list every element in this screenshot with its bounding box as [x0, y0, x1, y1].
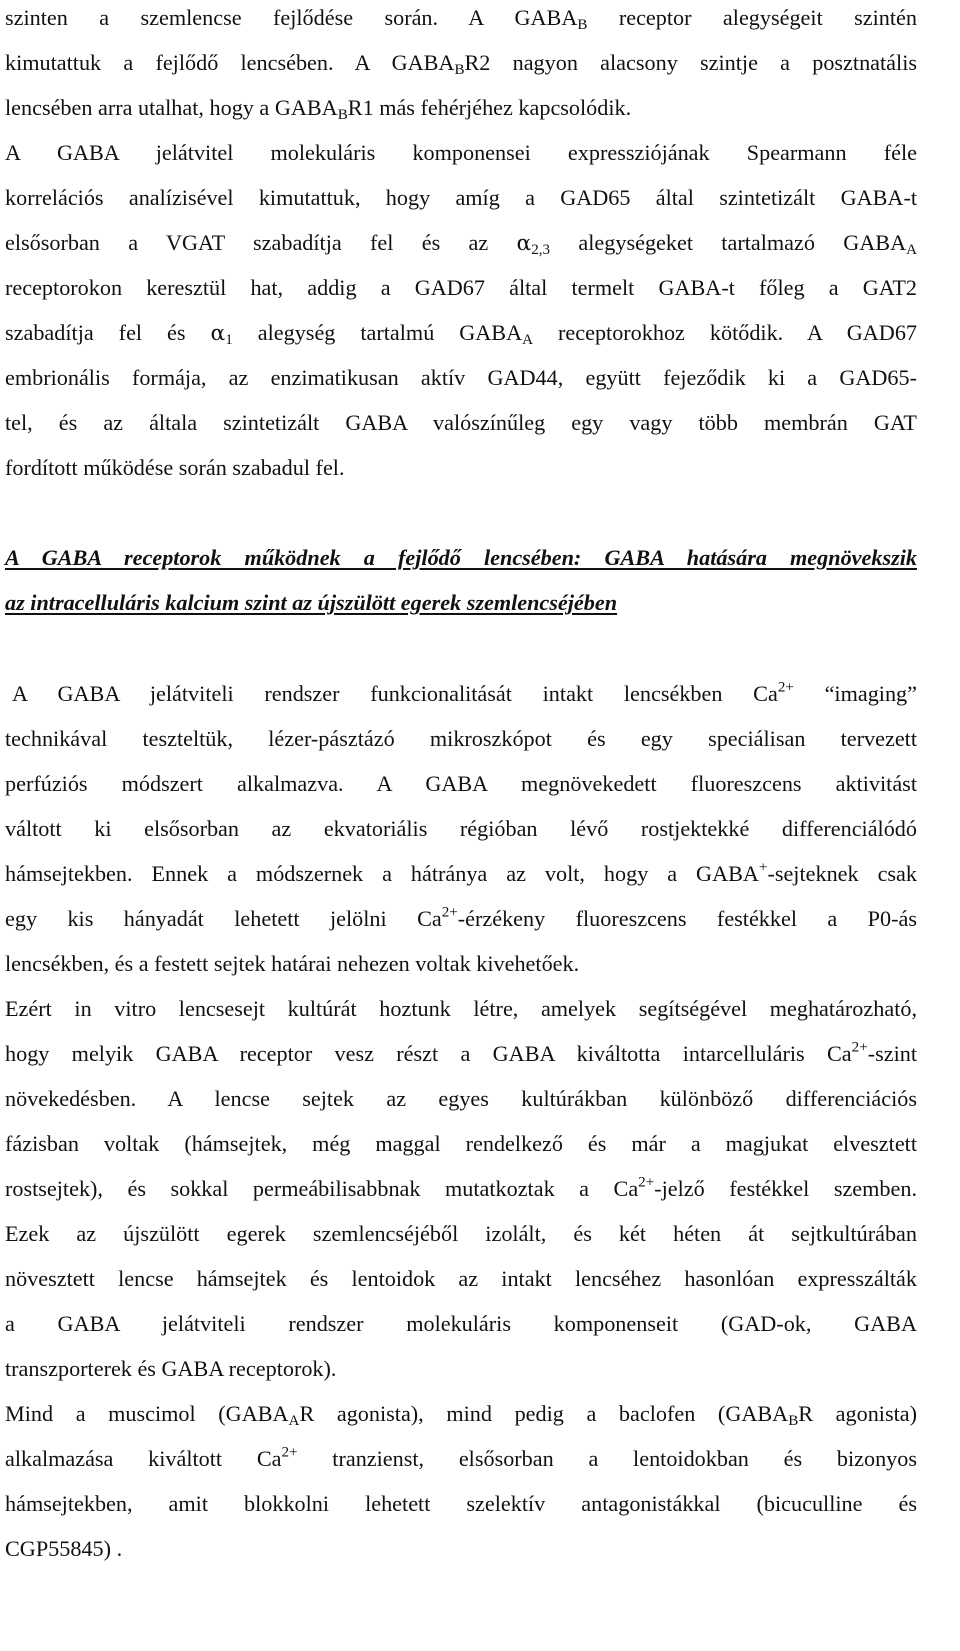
text-line — [5, 903, 917, 935]
text-line — [5, 1173, 917, 1205]
text-segment: embrionális formája, az enzimatikusan aktív GAD44, együtt fejeződik ki a GAD65- — [5, 365, 917, 390]
text-segment: kimutattuk a fejlődő lencsében. A GABA — [5, 50, 455, 75]
subscript: A — [906, 242, 917, 259]
text-segment: -jelző festékkel szemben. — [654, 1176, 917, 1201]
superscript: 2+ — [851, 1039, 868, 1056]
text-line — [5, 993, 917, 1025]
text-segment: lencsében arra utalhat, hogy a GABA — [5, 95, 338, 120]
superscript: 2+ — [441, 904, 458, 921]
text-segment: növesztett lencse hámsejtek és lentoidok az intakt lencséhez hasonlóan expresszálták — [5, 1266, 917, 1291]
text-line — [5, 1533, 917, 1565]
text-line — [5, 92, 917, 124]
greek-symbol: α — [516, 231, 532, 256]
text-segment: A GABA jelátviteli rendszer funkcionalitását intakt lencsékben Ca — [12, 681, 778, 706]
text-line — [5, 362, 917, 394]
text-segment: tel, és az általa szintetizált GABA valószínűleg egy vagy több membrán GAT — [5, 410, 917, 435]
text-segment: Mind a muscimol (GABA — [5, 1401, 289, 1426]
text-segment: transzporterek és GABA receptorok). — [5, 1356, 337, 1381]
text-segment: alkalmazása kiváltott Ca — [5, 1446, 282, 1471]
text-segment: szinten a szemlencse fejlődése során. A GABA — [5, 5, 578, 30]
text-segment: alegység tartalmú GABA — [232, 320, 523, 345]
text-line — [5, 1488, 917, 1520]
text-line — [5, 1398, 917, 1430]
text-segment: R agonista) — [798, 1401, 917, 1426]
text-segment: szabadítja fel és — [5, 320, 211, 345]
text-segment: tranzienst, elsősorban a lentoidokban és bizonyos — [297, 1446, 917, 1471]
text-segment: receptorokhoz kötődik. A GAD67 — [533, 320, 918, 345]
text-line — [12, 678, 917, 710]
text-line — [5, 272, 917, 304]
text-line — [5, 1263, 917, 1295]
text-segment: váltott ki elsősorban az ekvatoriális régióban lévő rostjektekké differenciálódó — [5, 816, 917, 841]
text-segment: -sejteknek csak — [767, 861, 917, 886]
subscript: B — [788, 1413, 799, 1430]
text-segment: hámsejtekben, amit blokkolni lehetett szelektív antagonistákkal (bicuculline és — [5, 1491, 917, 1516]
text-segment: Ezek az újszülött egerek szemlencséjéből izolált, és két héten át sejtkultúrában — [5, 1221, 917, 1246]
text-segment: hámsejtekben. Ennek a módszernek a hátránya az volt, hogy a GABA — [5, 861, 759, 886]
text-segment: -szint — [867, 1041, 917, 1066]
text-line — [5, 137, 917, 169]
subscript: 1 — [225, 332, 233, 349]
text-line — [5, 182, 917, 214]
text-line — [5, 1308, 917, 1340]
text-segment: A GABA receptorok működnek a fejlődő lencsében: GABA hatására megnövekszik — [5, 545, 917, 570]
superscript: 2+ — [638, 1174, 655, 1191]
text-segment: R2 nagyon alacsony szintje a posztnatális — [464, 50, 917, 75]
superscript: 2+ — [777, 679, 794, 696]
subscript: 2,3 — [531, 242, 551, 259]
section-heading-line — [5, 587, 917, 619]
subscript: B — [337, 107, 348, 124]
text-segment: alegységeket tartalmazó GABA — [550, 230, 907, 255]
text-line — [5, 858, 917, 890]
text-segment: -érzékeny fluoreszcens festékkel a P0-ás — [457, 906, 917, 931]
text-line — [5, 948, 917, 980]
superscript: + — [758, 859, 768, 876]
text-line — [5, 317, 917, 349]
text-line — [5, 813, 917, 845]
subscript: A — [522, 332, 534, 349]
section-heading-line — [5, 542, 917, 574]
text-line — [5, 1443, 917, 1475]
subscript: A — [288, 1413, 300, 1430]
text-segment: technikával teszteltük, lézer-pásztázó mikroszkópot és egy speciálisan tervezett — [5, 726, 917, 751]
text-segment: fordított működése során szabadul fel. — [5, 455, 345, 480]
text-line — [5, 1218, 917, 1250]
text-segment: Ezért in vitro lencsesejt kultúrát hoztunk létre, amelyek segítségével meghatározható, — [5, 996, 917, 1021]
text-segment: R1 más fehérjéhez kapcsolódik. — [347, 95, 632, 120]
text-segment: a GABA jelátviteli rendszer molekuláris komponenseit (GAD-ok, GABA — [5, 1311, 917, 1336]
superscript: 2+ — [281, 1444, 298, 1461]
text-segment: lencsékben, és a festett sejtek határai nehezen voltak kivehetőek. — [5, 951, 580, 976]
text-line — [5, 47, 917, 79]
text-segment: A GABA jelátvitel molekuláris komponensei expressziójának Spearmann féle — [5, 140, 917, 165]
text-segment: az intracelluláris kalcium szint az újszülött egerek szemlencséjében — [5, 590, 618, 615]
text-line — [5, 1353, 917, 1385]
text-segment: perfúziós módszert alkalmazva. A GABA megnövekedett fluoreszcens aktivitást — [5, 771, 917, 796]
text-segment: “imaging” — [793, 681, 917, 706]
text-line — [5, 1128, 917, 1160]
text-line — [5, 768, 917, 800]
text-line — [5, 452, 917, 484]
text-segment: R agonista), mind pedig a baclofen (GABA — [299, 1401, 789, 1426]
text-segment: hogy melyik GABA receptor vesz részt a GABA kiváltotta intarcelluláris Ca — [5, 1041, 852, 1066]
text-line — [5, 1083, 917, 1115]
text-segment: rostsejtek), és sokkal permeábilisabbnak mutatkoztak a Ca — [5, 1176, 639, 1201]
text-line — [5, 723, 917, 755]
text-segment: fázisban voltak (hámsejtek, még maggal rendelkező és már a magjukat elvesztett — [5, 1131, 917, 1156]
greek-symbol: α — [210, 321, 226, 346]
text-line — [5, 2, 917, 34]
text-segment: egy kis hányadát lehetett jelölni Ca — [5, 906, 442, 931]
text-segment: növekedésben. A lencse sejtek az egyes kultúrákban különböző differenciációs — [5, 1086, 917, 1111]
text-segment: elsősorban a VGAT szabadítja fel és az — [5, 230, 517, 255]
text-segment: korrelációs analízisével kimutattuk, hogy amíg a GAD65 által szintetizált GABA-t — [5, 185, 917, 210]
text-line — [5, 407, 917, 439]
text-line — [5, 227, 917, 259]
text-segment: receptorokon keresztül hat, addig a GAD67 által termelt GABA-t főleg a GAT2 — [5, 275, 917, 300]
text-segment: CGP55845) . — [5, 1536, 123, 1561]
subscript: B — [454, 62, 465, 79]
subscript: B — [577, 17, 588, 34]
text-line — [5, 1038, 917, 1070]
text-segment: receptor alegységeit szintén — [587, 5, 917, 30]
